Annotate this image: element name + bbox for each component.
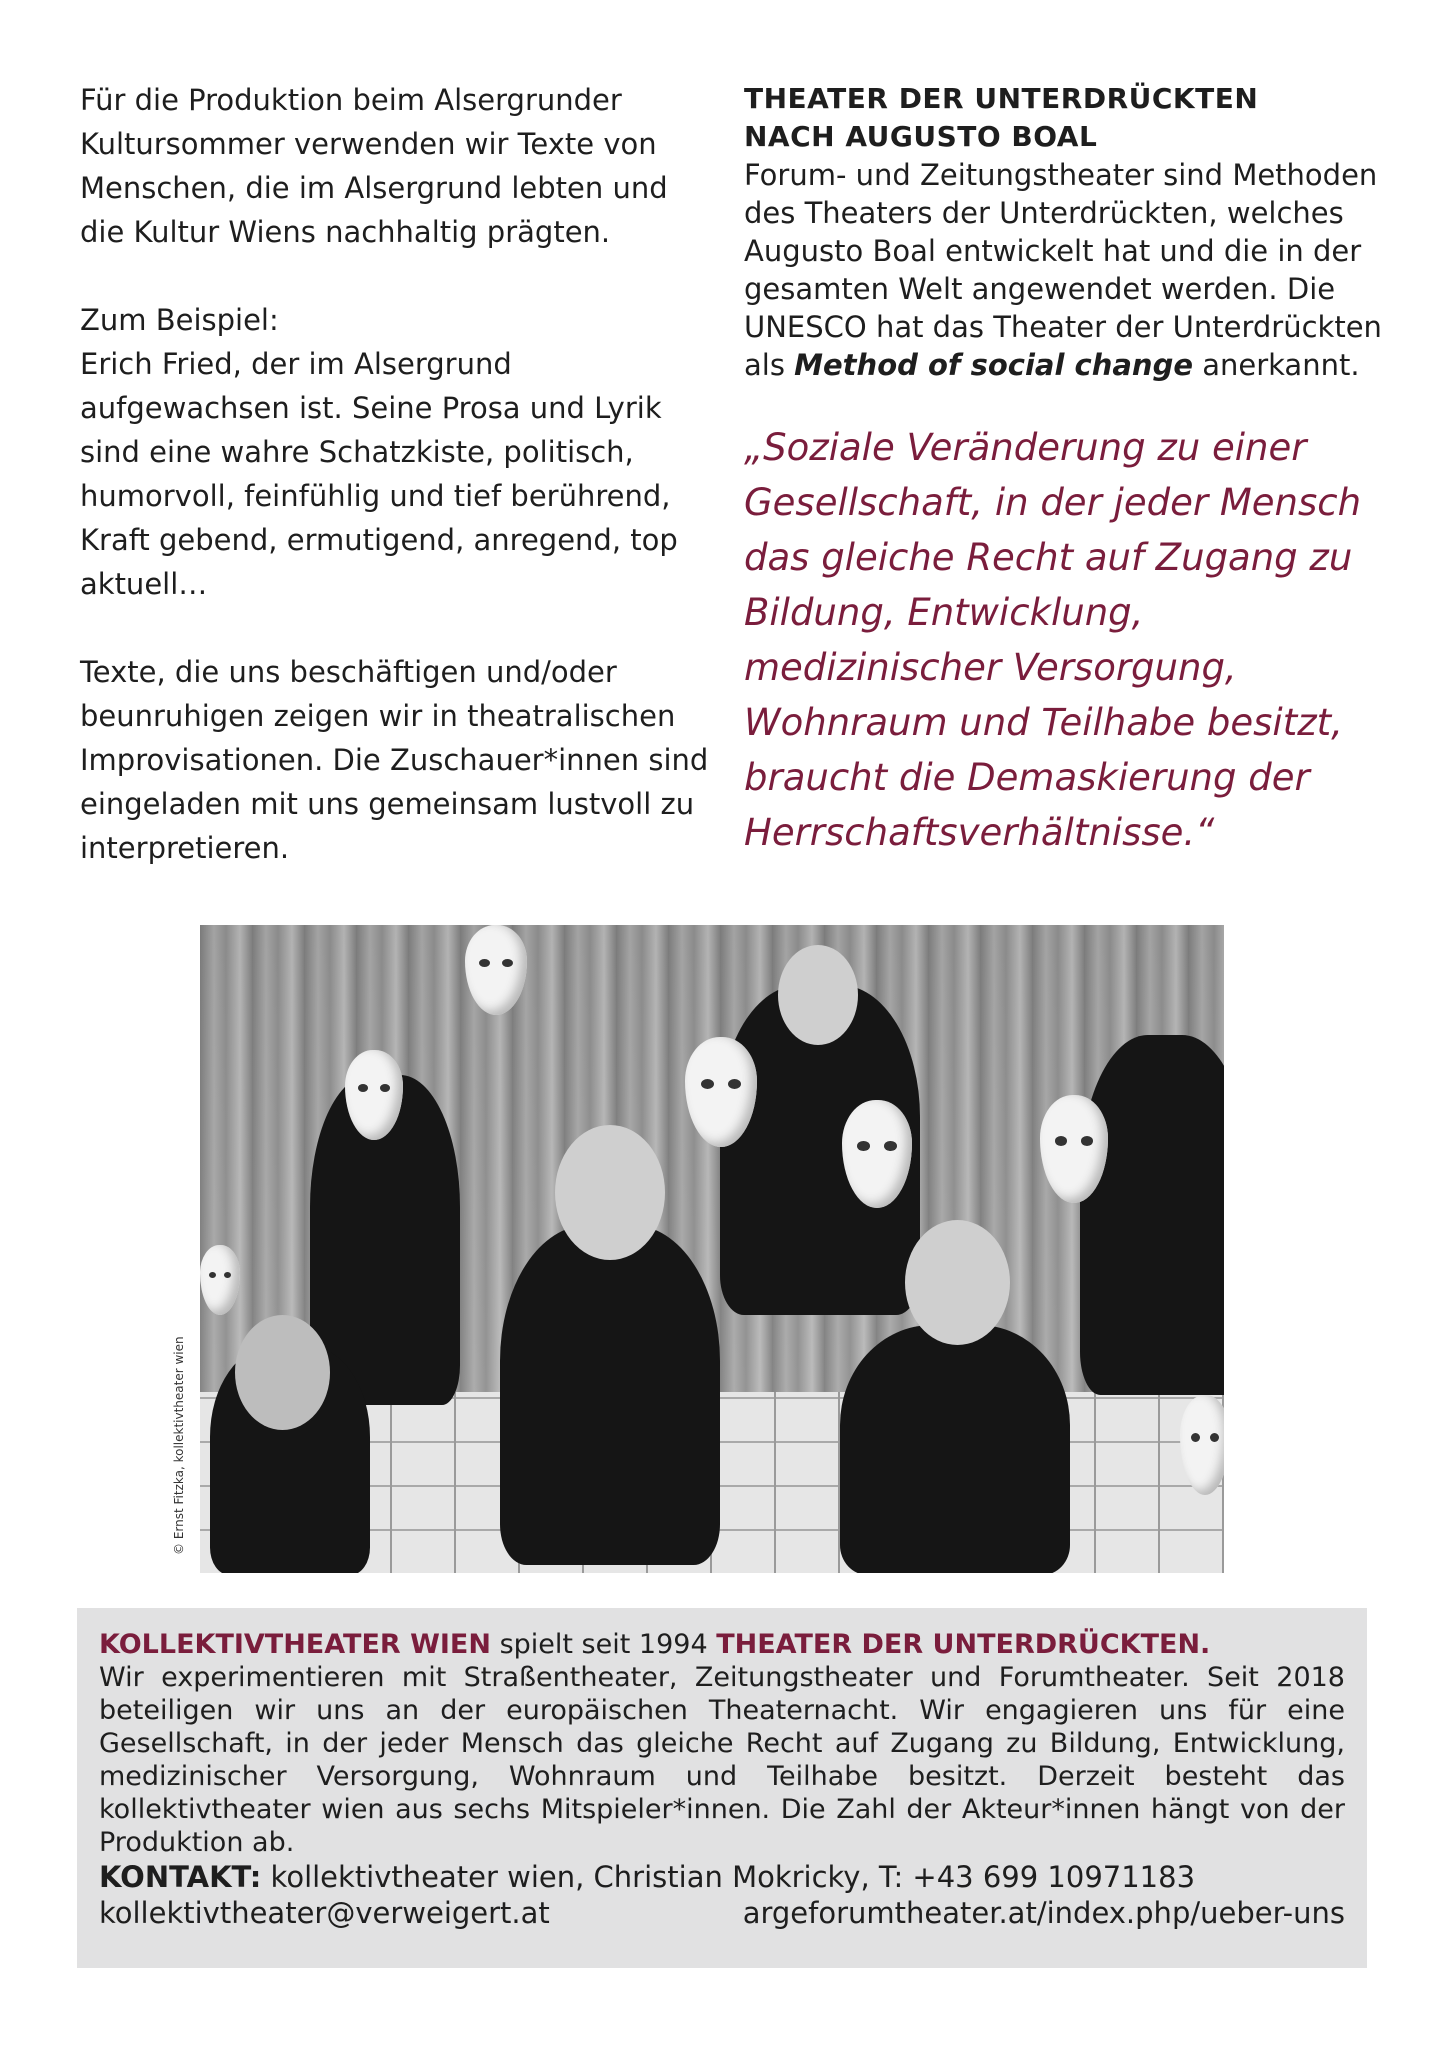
contact-text: kollektivtheater wien, Christian Mokricky, T: +43 699 10971183 [261, 1860, 1196, 1894]
org-name: KOLLEKTIVTHEATER WIEN [99, 1629, 491, 1660]
email-link[interactable]: kollektivtheater@verweigert.at [99, 1896, 550, 1930]
ensemble-photo [200, 925, 1224, 1573]
contact-label: KONTAKT: [99, 1860, 262, 1894]
info-box [77, 1608, 1367, 1968]
boal-description [744, 156, 1394, 384]
example-paragraph [80, 298, 720, 606]
example-label: Zum Beispiel: [80, 303, 279, 337]
right-column [744, 80, 1394, 860]
description-text: Wir experimentieren mit Straßentheater, Zeitungstheater und Forumtheater. Seit 2018 beteiligen wir uns an der europäischen Theaternacht. Wir engagieren uns für eine Gesellschaft, in der jeder Mensch das gleiche Recht auf Zugang zu Bildung, Entwicklung, medizinischer Versorgung, Wohnraum und Teilhabe besitzt. Derzeit besteht das kollektivtheater wien aus sechs Mitspieler*innen. Die Zahl der Akteur*innen hängt von der Produktion ab. [99, 1662, 1345, 1858]
theater-label: THEATER DER UNTERDRÜCKTEN. [716, 1629, 1211, 1660]
intro-paragraph: Für die Produktion beim Alsergrunder Kultursommer verwenden wir Texte von Menschen, die im Alsergrund lebten und die Kultur Wiens nachhaltig prägten. [80, 83, 668, 249]
head-left-front [235, 1315, 330, 1430]
head-back-center [778, 945, 858, 1045]
improvisation-paragraph: Texte, die uns beschäftigen und/oder beunruhigen zeigen wir in theatralischen Improvisationen. Die Zuschauer*innen sind eingeladen mit uns gemeinsam lustvoll zu interpretieren. [80, 655, 709, 865]
links-row [99, 1895, 1345, 1931]
photo-credit: © Ernst Fitzka, kollektivtheater wien [172, 1336, 186, 1555]
quote-block: „Soziale Veränderung zu einer Gesellschaft, in der jeder Mensch das gleiche Recht auf Zugang zu Bildung, Entwicklung, medizinischer Versorgung, Wohnraum und Teilhabe besitzt, braucht die Demaskierung der Herrschaftsverhältnisse.“ [744, 426, 1362, 854]
method-emphasis: Method of social change [794, 348, 1194, 382]
boal-text-part2: anerkannt. [1193, 348, 1360, 382]
figure-right [840, 1325, 1070, 1573]
website-link[interactable]: argeforumtheater.at/index.php/ueber-uns [742, 1896, 1345, 1930]
left-column [80, 78, 720, 870]
erich-fried-text: Erich Fried, der im Alsergrund aufgewachsen ist. Seine Prosa und Lyrik sind eine wahre Schatzkiste, politisch, humorvoll, feinfühlig und tief berührend, Kraft gebend, ermutigend, anregend, top aktuell… [80, 347, 678, 601]
boal-text-part1: Forum- und Zeitungstheater sind Methoden des Theaters der Unterdrückten, welches Augusto Boal entwickelt hat und die in der gesamten Welt angewendet werden. Die UNESCO hat das Theater der Unterdrückten als [744, 158, 1382, 382]
contact-line [99, 1859, 1345, 1895]
info-description [99, 1628, 1345, 1859]
heading-line-2: NACH AUGUSTO BOAL [744, 120, 1098, 153]
since-text: spielt seit 1994 [490, 1629, 717, 1660]
figure-back-right [1080, 1035, 1224, 1395]
figure-center [500, 1225, 720, 1565]
head-center [555, 1125, 665, 1260]
heading-line-1: THEATER DER UNTERDRÜCKTEN [744, 82, 1259, 115]
section-heading [744, 80, 1394, 156]
head-right [905, 1220, 1010, 1345]
